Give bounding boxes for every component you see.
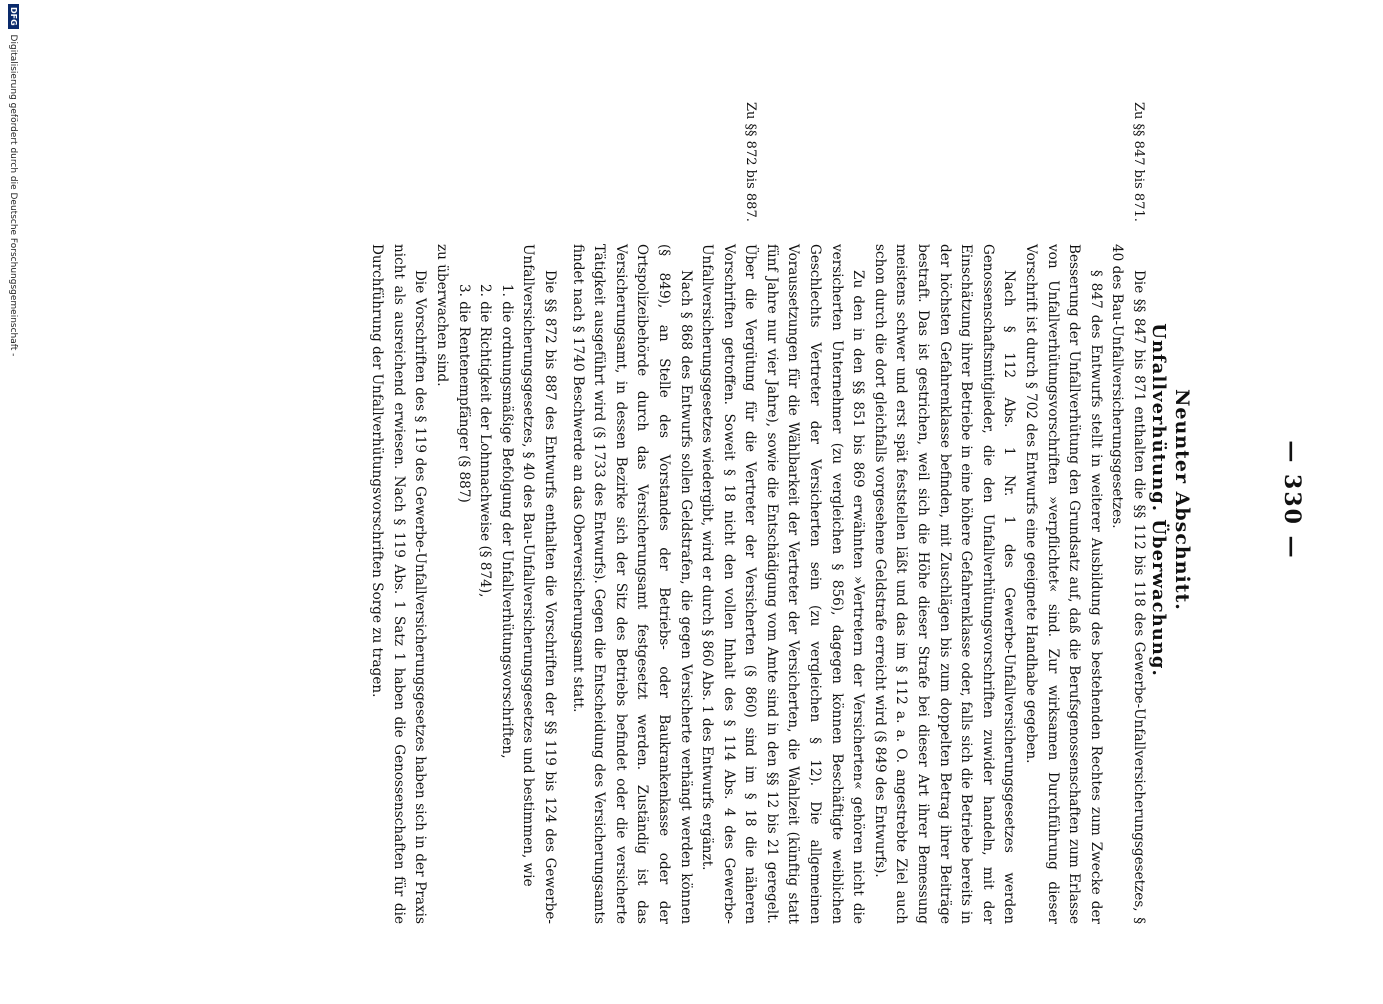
footer-text: Digitalisierung gefördert durch die Deutsche Forschungsgemeinschaft - (8, 34, 18, 357)
section-title: Unfallverhütung. Überwachung. (1148, 323, 1169, 677)
body-text (366, 244, 1149, 924)
margin-note-1: Zu §§ 847 bis 871. (1131, 102, 1146, 222)
paragraph: Die §§ 872 bis 887 des Entwurfs enthalten die Vorschriften der §§ 119 bis 124 des Gewerbe-Unfallversicherungsgesetzes, § 40 des Bau-Unfallversicherungsgesetzes und bestimmen, wie (520, 244, 558, 924)
list-item: 2. die Richtigkeit der Lohnnachweise (§ 874), (477, 284, 494, 598)
page-number: — 330 — (1279, 440, 1305, 560)
paragraph: § 847 des Entwurfs stellt in weiterer Ausbildung des bestehenden Rechtes zum Zwecke der Besserung der Unfallverhütung den Grundsatz auf, daß die Berufsgenossenschaften zum Erlasse von Unfallverhütungsvorschriften »verpflichtet« sind. Zur wirksamen Durchführung dieser Vorschrift ist durch § 702 des Entwurfs eine geeignete Handhabe gegeben. (1023, 244, 1104, 924)
digitization-footer (8, 0, 19, 1004)
paragraph: Die §§ 847 bis 871 enthalten die §§ 112 bis 118 des Gewerbe-Unfallversicherungsgesetzes, § 40 des Bau-Unfallversicherungsgesetzes. (1109, 244, 1147, 924)
paragraph: Nach § 112 Abs. 1 Nr. 1 des Gewerbe-Unfallversicherungsgesetzes werden Genossenschaftsmitglieder, die den Unfallverhütungsvorschriften zuwider handeln, mit der Einschätzung ihrer Betriebe in eine höhere Gefahrenklasse oder, falls sich die Betriebe bereits in der höchsten Gefahrenklasse befinden, mit Zuschlägen bis zum doppelten Betrag ihrer Beiträge bestraft. Das ist gestrichen, weil sich die Höhe dieser Strafe bei dieser Art ihrer Bemessung meistens schwer und erst spät feststellen läßt und das im § 112 a. a. O. angestrebte Ziel auch schon durch die dort gleichfalls vorgesehene Geldstrafe erreicht wird (§ 849 des Entwurfs). (871, 244, 1018, 924)
paragraph: Nach § 868 des Entwurfs sollen Geldstrafen, die gegen Versicherte verhängt werden können (§ 849), an Stelle des Vorstandes der Betriebs- oder Baukrankenkasse oder der Ortspolizeibehörde durch das Versicherungsamt festgesetzt werden. Zuständig ist das Versicherungsamt, in dessen Bezirke sich der Sitz des Betriebs befindet oder die versicherte Tätigkeit ausgeführt wird (§ 1733 des Entwurfs). Gegen die Entscheidung des Versicherungsamts findet nach § 1740 Beschwerde an das Oberversicherungsamt statt. (569, 244, 694, 924)
section-heading: Neunter Abschnitt. (1171, 389, 1193, 611)
paragraph: Die Vorschriften des § 119 des Gewerbe-Unfallversicherungsgesetzes haben sich in der Praxis nicht als ausreichend erwiesen. Nach § 119 Abs. 1 Satz 1 haben die Genossenschaften für die Durchführung der Unfallverhütungsvorschriften Sorge zu tragen. (369, 244, 429, 924)
list-item: 1. die ordnungsmäßige Befolgung der Unfallverhütungsvorschriften, (498, 284, 515, 759)
margin-note-2: Zu §§ 872 bis 887. (743, 102, 758, 222)
list-item: 3. die Rentenempfänger (§ 887) (455, 284, 472, 503)
paragraph: Zu den in den §§ 851 bis 869 erwähnten »Vertretern der Versicherten« gehören nicht die versicherten Unternehmer (zu vergleichen § 856), dagegen können Beschäftigte weiblichen Geschlechts Vertreter der Versicherten sein (zu vergleichen § 12). Die allgemeinen Voraussetzungen für die Wählbarkeit der Vertreter der Versicherten, die Wahlzeit (künftig statt fünf Jahre nur vier Jahre), sowie die Entschädigung vom Amte sind in den §§ 12 bis 21 geregelt. Über die Vergütung für die Vertreter der Versicherten (§ 860) sind im § 18 die näheren Vorschriften getroffen. Soweit § 18 nicht den vollen Inhalt des § 114 Abs. 4 des Gewerbe-Unfallversicherungsgesetzes wiedergibt, wird er durch § 860 Abs. 1 des Entwurfs ergänzt. (699, 244, 867, 924)
dfg-logo: DFG (8, 4, 19, 29)
list-tail: zu überwachen sind. (434, 244, 450, 387)
